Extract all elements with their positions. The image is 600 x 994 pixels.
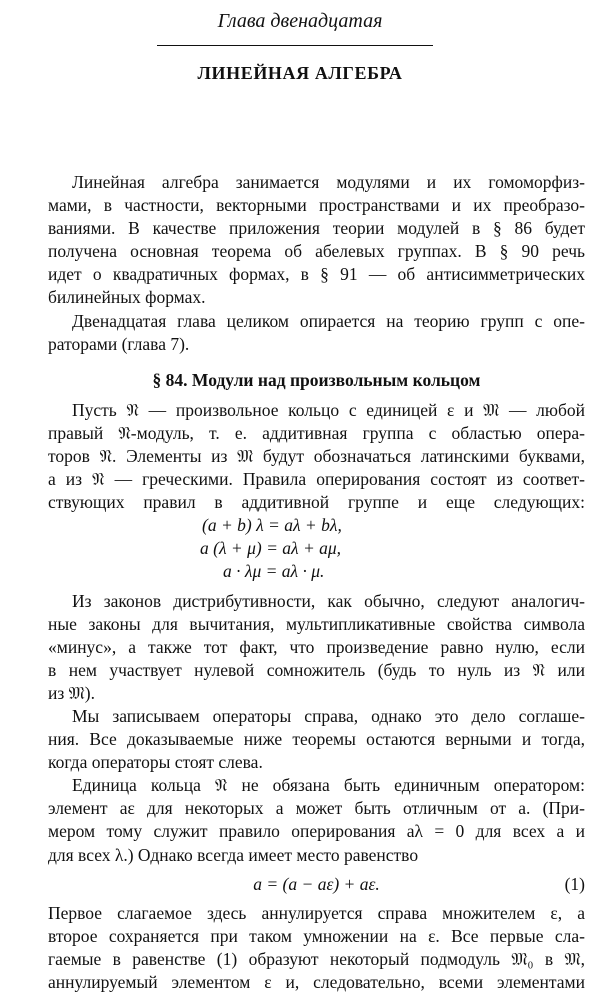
text-line: Линейная алгебра занимается модулями и их гомоморфиз- xyxy=(72,172,585,192)
text-line: Двенадцатая глава целиком опирается на теорию групп с опе- xyxy=(72,310,585,331)
chapter-title: ЛИНЕЙНАЯ АЛГЕБРА xyxy=(197,63,403,83)
formula-line: (a + b) λ = aλ + bλ, xyxy=(202,515,342,536)
formula-line: a · λμ = aλ · μ. xyxy=(223,561,325,582)
equation-1 xyxy=(48,873,585,896)
paragraph-5 xyxy=(48,902,585,994)
paragraph-1 xyxy=(48,399,585,514)
text-line: получена основная теорема об абелевых группах. В § 90 речь xyxy=(48,241,585,262)
text-line: идет о квадратичных формах, в § 91 — об антисимметрических xyxy=(48,264,585,285)
formula-line: a (λ + μ) = aλ + aμ, xyxy=(200,538,342,559)
equation-number: (1) xyxy=(564,873,585,894)
text-line: ные законы для вычитания, мультипликативные свойства символа xyxy=(48,613,585,634)
text-line: ния. Все доказываемые ниже теоремы остаются верными и тогда, xyxy=(48,729,585,750)
text-line: Пусть 𝔑 — произвольное кольцо с единицей ε и 𝔐 — любой xyxy=(72,399,585,420)
text-line: правый 𝔑-модуль, т. е. аддитивная группа с областью опера- xyxy=(48,422,585,443)
paragraph-3 xyxy=(48,705,585,774)
text-line: из 𝔐). xyxy=(48,682,95,703)
text-line: для всех λ.) Однако всегда имеет место равенство xyxy=(48,844,419,865)
text-line: элемент aε для некоторых a может быть отличным от a. (При- xyxy=(48,798,585,819)
page-body xyxy=(48,171,585,994)
heading-rule xyxy=(157,45,433,46)
equation-text: a = (a − aε) + aε. xyxy=(253,873,380,894)
text-line: мером тому служит правило оперирования aλ = 0 для всех a и xyxy=(48,821,585,842)
text-line: гаемые в равенстве (1) образуют некоторый подмодуль 𝔐₀ в 𝔐, xyxy=(48,948,585,969)
text-line: аннулируемый элементом ε и, следовательно, всеми элементами xyxy=(48,972,585,992)
chapter-heading: Глава двенадцатая xyxy=(217,10,383,32)
intro-paragraph xyxy=(48,171,585,310)
section-title: § 84. Модули над произвольным кольцом xyxy=(152,369,481,390)
intro-paragraph-2 xyxy=(48,310,585,356)
text-line: ваниями. В качестве приложения теории модулей в § 86 будет xyxy=(48,218,585,239)
text-line: билинейных формах. xyxy=(48,287,206,308)
text-line: когда операторы стоят слева. xyxy=(48,752,263,773)
text-line: ствующих правил в аддитивной группе и еще следующих: xyxy=(48,492,585,513)
text-line: второе сохраняется при таком умножении на ε. Все первые сла- xyxy=(48,925,585,946)
text-line: в нем участвует нулевой сомножитель (будь то нуль из 𝔑 или xyxy=(48,659,585,680)
text-line: мами, в частности, векторными пространствами и их преобразо- xyxy=(48,195,585,216)
text-line: Мы записываем операторы справа, однако это дело соглаше- xyxy=(72,705,585,726)
paragraph-4 xyxy=(48,774,585,866)
text-line: раторами (глава 7). xyxy=(48,333,190,354)
text-line: Первое слагаемое здесь аннулируется справа множителем ε, а xyxy=(48,902,585,923)
text-line: Из законов дистрибутивности, как обычно, следуют аналогич- xyxy=(72,590,585,611)
text-line: торов 𝔑. Элементы из 𝔐 будут обозначаться латинскими буквами, xyxy=(48,445,585,466)
text-line: Единица кольца 𝔑 не обязана быть единичным оператором: xyxy=(72,775,585,796)
paragraph-2 xyxy=(48,590,585,705)
text-line: а из 𝔑 — греческими. Правила оперирования состоят из соответ- xyxy=(48,469,585,490)
formula-block xyxy=(48,514,585,583)
text-line: «минус», а также тот факт, что произведение равно нулю, если xyxy=(48,636,585,657)
